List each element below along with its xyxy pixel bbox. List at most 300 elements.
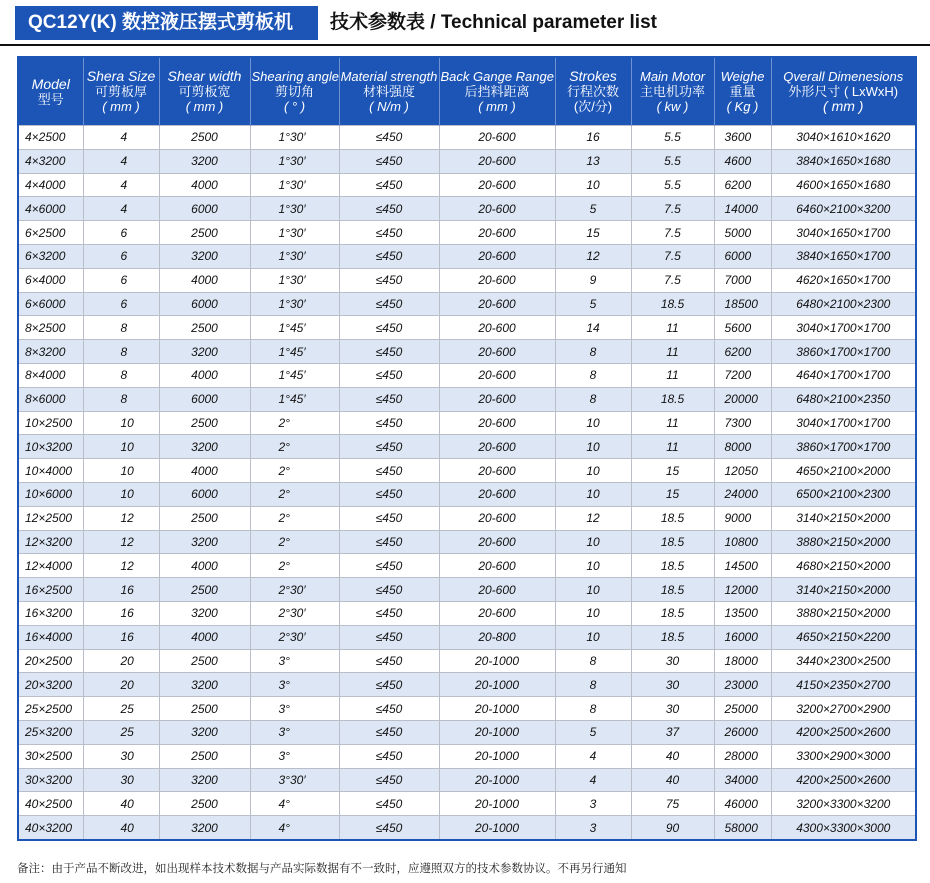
table-cell: 4150×2350×2700 bbox=[771, 673, 916, 697]
table-cell: 20-600 bbox=[439, 126, 555, 150]
table-cell: 3880×2150×2000 bbox=[771, 601, 916, 625]
table-cell: 2° bbox=[250, 482, 339, 506]
table-cell: 3° bbox=[250, 673, 339, 697]
table-cell: 16000 bbox=[714, 625, 771, 649]
column-header-shear-width bbox=[159, 57, 250, 126]
table-row bbox=[18, 816, 916, 840]
table-cell: 40 bbox=[83, 792, 159, 816]
column-header-back-gauge-range bbox=[439, 57, 555, 126]
table-cell: 6200 bbox=[714, 173, 771, 197]
table-cell: 20-600 bbox=[439, 221, 555, 245]
table-cell: 9000 bbox=[714, 506, 771, 530]
table-cell: 1°30′ bbox=[250, 173, 339, 197]
table-cell: ≤450 bbox=[339, 268, 439, 292]
page-title: 技术参数表 / Technical parameter list bbox=[330, 12, 657, 33]
table-cell: 18.5 bbox=[631, 554, 714, 578]
table-cell: 4000 bbox=[159, 554, 250, 578]
table-row bbox=[18, 292, 916, 316]
table-cell: 16 bbox=[83, 601, 159, 625]
table-cell: 14500 bbox=[714, 554, 771, 578]
table-cell: ≤450 bbox=[339, 601, 439, 625]
table-cell: ≤450 bbox=[339, 244, 439, 268]
table-cell: 2500 bbox=[159, 411, 250, 435]
table-cell: 4 bbox=[555, 744, 631, 768]
table-cell: 6000 bbox=[159, 292, 250, 316]
column-header-cn: 重量 bbox=[729, 84, 756, 99]
table-cell: 10 bbox=[555, 173, 631, 197]
table-cell: 2500 bbox=[159, 126, 250, 150]
table-cell: 8×2500 bbox=[18, 316, 83, 340]
table-cell: 2° bbox=[250, 506, 339, 530]
table-row bbox=[18, 673, 916, 697]
table-row bbox=[18, 792, 916, 816]
header-divider bbox=[0, 44, 930, 46]
table-cell: 3200 bbox=[159, 720, 250, 744]
table-cell: 28000 bbox=[714, 744, 771, 768]
table-cell: 1°30′ bbox=[250, 292, 339, 316]
column-header-en: Shera Size bbox=[86, 68, 156, 84]
table-cell: ≤450 bbox=[339, 720, 439, 744]
table-cell: 20 bbox=[83, 673, 159, 697]
column-header-cn: 后挡料距离 bbox=[464, 84, 530, 99]
table-cell: 11 bbox=[631, 411, 714, 435]
table-row bbox=[18, 173, 916, 197]
table-cell: 8 bbox=[555, 649, 631, 673]
table-cell: 4° bbox=[250, 816, 339, 840]
table-cell: 2° bbox=[250, 530, 339, 554]
table-cell: 18.5 bbox=[631, 625, 714, 649]
table-row bbox=[18, 625, 916, 649]
table-row bbox=[18, 697, 916, 721]
table-cell: 20-600 bbox=[439, 173, 555, 197]
table-cell: 7.5 bbox=[631, 221, 714, 245]
table-cell: 5 bbox=[555, 197, 631, 221]
table-cell: 30×3200 bbox=[18, 768, 83, 792]
table-cell: 11 bbox=[631, 435, 714, 459]
table-row bbox=[18, 149, 916, 173]
table-cell: 6480×2100×2350 bbox=[771, 387, 916, 411]
table-cell: ≤450 bbox=[339, 506, 439, 530]
column-header-en: Shearing angle bbox=[251, 69, 339, 84]
table-cell: 4200×2500×2600 bbox=[771, 768, 916, 792]
table-cell: 5.5 bbox=[631, 173, 714, 197]
table-cell: 26000 bbox=[714, 720, 771, 744]
table-cell: 15 bbox=[631, 459, 714, 483]
table-cell: 1°45′ bbox=[250, 340, 339, 364]
table-cell: 8 bbox=[83, 316, 159, 340]
table-cell: 2° bbox=[250, 459, 339, 483]
table-row bbox=[18, 578, 916, 602]
table-cell: 20-1000 bbox=[439, 697, 555, 721]
table-cell: 3200 bbox=[159, 244, 250, 268]
table-cell: 20-600 bbox=[439, 387, 555, 411]
table-cell: 2°30′ bbox=[250, 578, 339, 602]
table-cell: 10 bbox=[555, 578, 631, 602]
table-cell: 4000 bbox=[159, 459, 250, 483]
table-cell: 3 bbox=[555, 792, 631, 816]
table-cell: 20-1000 bbox=[439, 720, 555, 744]
table-cell: 3°30′ bbox=[250, 768, 339, 792]
column-header-strokes bbox=[555, 57, 631, 126]
table-cell: 5 bbox=[555, 292, 631, 316]
column-header-shearing-angle bbox=[250, 57, 339, 126]
table-row bbox=[18, 268, 916, 292]
table-cell: 3040×1610×1620 bbox=[771, 126, 916, 150]
column-header-en: Qverall Dimenesions bbox=[783, 69, 904, 84]
table-cell: 20-600 bbox=[439, 506, 555, 530]
table-cell: 4 bbox=[83, 126, 159, 150]
table-cell: 6 bbox=[83, 292, 159, 316]
table-cell: 20-600 bbox=[439, 340, 555, 364]
table-row bbox=[18, 126, 916, 150]
table-cell: 20-600 bbox=[439, 530, 555, 554]
table-cell: 3° bbox=[250, 649, 339, 673]
column-header-en: Strokes bbox=[569, 68, 617, 84]
table-cell: 2°30′ bbox=[250, 625, 339, 649]
column-header-unit: ( mm ) bbox=[102, 99, 140, 114]
table-cell: ≤450 bbox=[339, 411, 439, 435]
table-cell: 20-600 bbox=[439, 435, 555, 459]
table-cell: 4600 bbox=[714, 149, 771, 173]
table-cell: 13500 bbox=[714, 601, 771, 625]
column-header-unit: ( N/m ) bbox=[369, 99, 409, 114]
column-header-cn: 外形尺寸 ( LxWxH) bbox=[788, 84, 899, 99]
table-cell: 20-600 bbox=[439, 244, 555, 268]
table-cell: ≤450 bbox=[339, 387, 439, 411]
table-cell: 12×3200 bbox=[18, 530, 83, 554]
table-cell: 30 bbox=[83, 744, 159, 768]
table-cell: 30 bbox=[631, 673, 714, 697]
table-row bbox=[18, 244, 916, 268]
table-cell: 4 bbox=[555, 768, 631, 792]
table-cell: 6200 bbox=[714, 340, 771, 364]
table-cell: 2500 bbox=[159, 578, 250, 602]
column-header-weight bbox=[714, 57, 771, 126]
table-cell: 10800 bbox=[714, 530, 771, 554]
table-cell: ≤450 bbox=[339, 816, 439, 840]
table-cell: 2° bbox=[250, 411, 339, 435]
table-cell: 16 bbox=[555, 126, 631, 150]
table-body bbox=[18, 126, 916, 840]
table-cell: 10×2500 bbox=[18, 411, 83, 435]
table-cell: 34000 bbox=[714, 768, 771, 792]
table-cell: 4200×2500×2600 bbox=[771, 720, 916, 744]
table-cell: 18.5 bbox=[631, 292, 714, 316]
table-row bbox=[18, 506, 916, 530]
table-cell: ≤450 bbox=[339, 625, 439, 649]
table-cell: 4680×2150×2000 bbox=[771, 554, 916, 578]
column-header-en: Model bbox=[31, 75, 70, 92]
table-cell: 4650×2150×2200 bbox=[771, 625, 916, 649]
column-header-unit: ( mm ) bbox=[823, 98, 864, 114]
table-cell: 16 bbox=[83, 625, 159, 649]
table-cell: ≤450 bbox=[339, 126, 439, 150]
table-cell: 3600 bbox=[714, 126, 771, 150]
table-cell: 2500 bbox=[159, 316, 250, 340]
table-cell: 18.5 bbox=[631, 578, 714, 602]
table-cell: 4600×1650×1680 bbox=[771, 173, 916, 197]
table-cell: 20-600 bbox=[439, 482, 555, 506]
table-cell: 3840×1650×1700 bbox=[771, 244, 916, 268]
table-cell: 6000 bbox=[159, 482, 250, 506]
column-header-shear-size bbox=[83, 57, 159, 126]
table-cell: 4 bbox=[83, 173, 159, 197]
header-bar bbox=[0, 6, 930, 40]
table-row bbox=[18, 363, 916, 387]
table-cell: ≤450 bbox=[339, 744, 439, 768]
table-cell: 2500 bbox=[159, 792, 250, 816]
table-cell: 3300×2900×3000 bbox=[771, 744, 916, 768]
table-cell: 12 bbox=[83, 554, 159, 578]
table-cell: 18000 bbox=[714, 649, 771, 673]
table-cell: 1°30′ bbox=[250, 244, 339, 268]
table-cell: 3200 bbox=[159, 768, 250, 792]
column-header-unit: ( mm ) bbox=[185, 99, 224, 114]
table-cell: 16×4000 bbox=[18, 625, 83, 649]
column-header-unit: ( kw ) bbox=[656, 99, 689, 114]
table-cell: 46000 bbox=[714, 792, 771, 816]
table-cell: 20-600 bbox=[439, 292, 555, 316]
table-cell: 8 bbox=[555, 363, 631, 387]
column-header-model bbox=[18, 57, 83, 126]
table-cell: ≤450 bbox=[339, 530, 439, 554]
table-header-row bbox=[18, 57, 916, 126]
column-header-cn: 行程次数 bbox=[566, 84, 619, 99]
table-cell: 12 bbox=[555, 244, 631, 268]
table-cell: 5000 bbox=[714, 221, 771, 245]
table-cell: 1°45′ bbox=[250, 316, 339, 340]
column-header-en: Back Gange Range bbox=[440, 69, 554, 84]
column-header-cn: 剪切角 bbox=[274, 84, 314, 99]
table-cell: 75 bbox=[631, 792, 714, 816]
table-cell: 20 bbox=[83, 649, 159, 673]
table-cell: ≤450 bbox=[339, 316, 439, 340]
table-cell: 8 bbox=[83, 387, 159, 411]
table-cell: 12×2500 bbox=[18, 506, 83, 530]
table-cell: 4640×1700×1700 bbox=[771, 363, 916, 387]
table-cell: 3200 bbox=[159, 673, 250, 697]
table-cell: 5.5 bbox=[631, 126, 714, 150]
table-cell: 12 bbox=[555, 506, 631, 530]
table-cell: 4300×3300×3000 bbox=[771, 816, 916, 840]
table-cell: 20-1000 bbox=[439, 649, 555, 673]
table-cell: 12000 bbox=[714, 578, 771, 602]
table-cell: 3200 bbox=[159, 601, 250, 625]
table-cell: 20-1000 bbox=[439, 673, 555, 697]
table-cell: 16×2500 bbox=[18, 578, 83, 602]
table-cell: 24000 bbox=[714, 482, 771, 506]
table-cell: 6500×2100×2300 bbox=[771, 482, 916, 506]
table-cell: 2500 bbox=[159, 744, 250, 768]
table-cell: 11 bbox=[631, 363, 714, 387]
table-cell: 6460×2100×3200 bbox=[771, 197, 916, 221]
table-row bbox=[18, 459, 916, 483]
table-cell: 2° bbox=[250, 554, 339, 578]
table-cell: 18.5 bbox=[631, 506, 714, 530]
table-cell: 10 bbox=[83, 459, 159, 483]
table-cell: 20-600 bbox=[439, 578, 555, 602]
table-cell: 4 bbox=[83, 197, 159, 221]
table-cell: 20-600 bbox=[439, 363, 555, 387]
table-cell: 1°30′ bbox=[250, 126, 339, 150]
product-title-badge: QC12Y(K) 数控液压摆式剪板机 bbox=[15, 6, 318, 40]
table-cell: 8 bbox=[83, 363, 159, 387]
table-cell: 10 bbox=[83, 435, 159, 459]
table-cell: 6 bbox=[83, 221, 159, 245]
table-cell: 4000 bbox=[159, 268, 250, 292]
table-cell: 20-600 bbox=[439, 197, 555, 221]
table-cell: 18500 bbox=[714, 292, 771, 316]
table-cell: 4×2500 bbox=[18, 126, 83, 150]
table-cell: 20×3200 bbox=[18, 673, 83, 697]
table-cell: 1°45′ bbox=[250, 387, 339, 411]
table-cell: 4×4000 bbox=[18, 173, 83, 197]
table-cell: 6 bbox=[83, 244, 159, 268]
table-cell: 4000 bbox=[159, 363, 250, 387]
table-cell: 7.5 bbox=[631, 268, 714, 292]
table-row bbox=[18, 387, 916, 411]
table-cell: 6×3200 bbox=[18, 244, 83, 268]
column-header-en: Weighe bbox=[720, 69, 765, 84]
table-row bbox=[18, 554, 916, 578]
table-cell: ≤450 bbox=[339, 578, 439, 602]
table-cell: 3° bbox=[250, 720, 339, 744]
table-cell: 8 bbox=[555, 340, 631, 364]
table-cell: 3200 bbox=[159, 340, 250, 364]
table-cell: 10 bbox=[555, 530, 631, 554]
table-cell: ≤450 bbox=[339, 792, 439, 816]
table-cell: ≤450 bbox=[339, 768, 439, 792]
table-row bbox=[18, 340, 916, 364]
table-cell: 4000 bbox=[159, 173, 250, 197]
table-cell: 5.5 bbox=[631, 149, 714, 173]
table-cell: 18.5 bbox=[631, 601, 714, 625]
table-cell: 8×6000 bbox=[18, 387, 83, 411]
table-cell: 6×2500 bbox=[18, 221, 83, 245]
table-cell: 7.5 bbox=[631, 244, 714, 268]
table-cell: 40 bbox=[631, 744, 714, 768]
column-header-main-motor bbox=[631, 57, 714, 126]
table-cell: 10 bbox=[555, 482, 631, 506]
table-cell: 20000 bbox=[714, 387, 771, 411]
table-row bbox=[18, 744, 916, 768]
column-header-cn: 可剪板宽 bbox=[178, 84, 231, 99]
table-cell: 1°30′ bbox=[250, 149, 339, 173]
table-cell: 2° bbox=[250, 435, 339, 459]
table-cell: 8×4000 bbox=[18, 363, 83, 387]
table-cell: ≤450 bbox=[339, 221, 439, 245]
table-cell: 7.5 bbox=[631, 197, 714, 221]
table-cell: ≤450 bbox=[339, 363, 439, 387]
table-cell: ≤450 bbox=[339, 482, 439, 506]
table-cell: 30 bbox=[631, 697, 714, 721]
table-cell: 3° bbox=[250, 744, 339, 768]
table-cell: 4×6000 bbox=[18, 197, 83, 221]
table-cell: 40 bbox=[631, 768, 714, 792]
table-cell: 8 bbox=[83, 340, 159, 364]
table-row bbox=[18, 197, 916, 221]
table-cell: 5600 bbox=[714, 316, 771, 340]
table-row bbox=[18, 768, 916, 792]
table-cell: 20-800 bbox=[439, 625, 555, 649]
table-cell: 4620×1650×1700 bbox=[771, 268, 916, 292]
table-cell: 6 bbox=[83, 268, 159, 292]
table-cell: 4 bbox=[83, 149, 159, 173]
table-cell: 3040×1700×1700 bbox=[771, 411, 916, 435]
table-cell: 3200×3300×3200 bbox=[771, 792, 916, 816]
column-header-overall-dimensions bbox=[771, 57, 916, 126]
table-cell: 3860×1700×1700 bbox=[771, 340, 916, 364]
table-cell: 6000 bbox=[159, 387, 250, 411]
table-cell: 12050 bbox=[714, 459, 771, 483]
table-cell: 13 bbox=[555, 149, 631, 173]
table-cell: 12 bbox=[83, 506, 159, 530]
table-cell: 7200 bbox=[714, 363, 771, 387]
table-cell: 4650×2100×2000 bbox=[771, 459, 916, 483]
table-cell: 3200 bbox=[159, 149, 250, 173]
table-cell: 8 bbox=[555, 697, 631, 721]
table-cell: 1°30′ bbox=[250, 268, 339, 292]
table-cell: 25 bbox=[83, 720, 159, 744]
column-header-unit: ( mm ) bbox=[478, 99, 516, 114]
table-cell: 30 bbox=[83, 768, 159, 792]
table-cell: 10 bbox=[555, 411, 631, 435]
table-cell: 20-600 bbox=[439, 268, 555, 292]
table-cell: ≤450 bbox=[339, 649, 439, 673]
table-cell: 20-600 bbox=[439, 554, 555, 578]
table-cell: ≤450 bbox=[339, 554, 439, 578]
table-cell: 20-1000 bbox=[439, 792, 555, 816]
table-cell: 12 bbox=[83, 530, 159, 554]
table-cell: ≤450 bbox=[339, 149, 439, 173]
table-cell: 3040×1700×1700 bbox=[771, 316, 916, 340]
table-cell: 10 bbox=[555, 435, 631, 459]
technical-parameter-table bbox=[17, 56, 917, 841]
table-cell: 2500 bbox=[159, 649, 250, 673]
table-row bbox=[18, 411, 916, 435]
table-cell: 23000 bbox=[714, 673, 771, 697]
table-cell: 2500 bbox=[159, 221, 250, 245]
table-cell: 6000 bbox=[714, 244, 771, 268]
table-cell: 90 bbox=[631, 816, 714, 840]
table-cell: 2°30′ bbox=[250, 601, 339, 625]
footnote: 备注：由于产品不断改进，如出现样本技术数据与产品实际数据有不一致时，应遵照双方的技术参数协议。不再另行通知 bbox=[17, 863, 627, 875]
table-cell: ≤450 bbox=[339, 173, 439, 197]
table-cell: 7000 bbox=[714, 268, 771, 292]
table-row bbox=[18, 720, 916, 744]
table-cell: 10 bbox=[555, 554, 631, 578]
table-cell: 58000 bbox=[714, 816, 771, 840]
table-cell: ≤450 bbox=[339, 340, 439, 364]
table-cell: 3440×2300×2500 bbox=[771, 649, 916, 673]
table-row bbox=[18, 316, 916, 340]
table-cell: 14 bbox=[555, 316, 631, 340]
column-header-cn: 主电机功率 bbox=[639, 84, 705, 99]
column-header-unit: (次/分) bbox=[573, 99, 613, 114]
table-cell: 3040×1650×1700 bbox=[771, 221, 916, 245]
table-cell: 25×3200 bbox=[18, 720, 83, 744]
table-cell: 25 bbox=[83, 697, 159, 721]
column-header-en: Main Motor bbox=[639, 69, 706, 84]
table-cell: 20-600 bbox=[439, 316, 555, 340]
table-cell: 11 bbox=[631, 340, 714, 364]
table-cell: 20-600 bbox=[439, 411, 555, 435]
table-cell: 2500 bbox=[159, 697, 250, 721]
table-cell: 8×3200 bbox=[18, 340, 83, 364]
table-cell: 3° bbox=[250, 697, 339, 721]
table-cell: 10 bbox=[555, 459, 631, 483]
table-cell: 10 bbox=[555, 601, 631, 625]
